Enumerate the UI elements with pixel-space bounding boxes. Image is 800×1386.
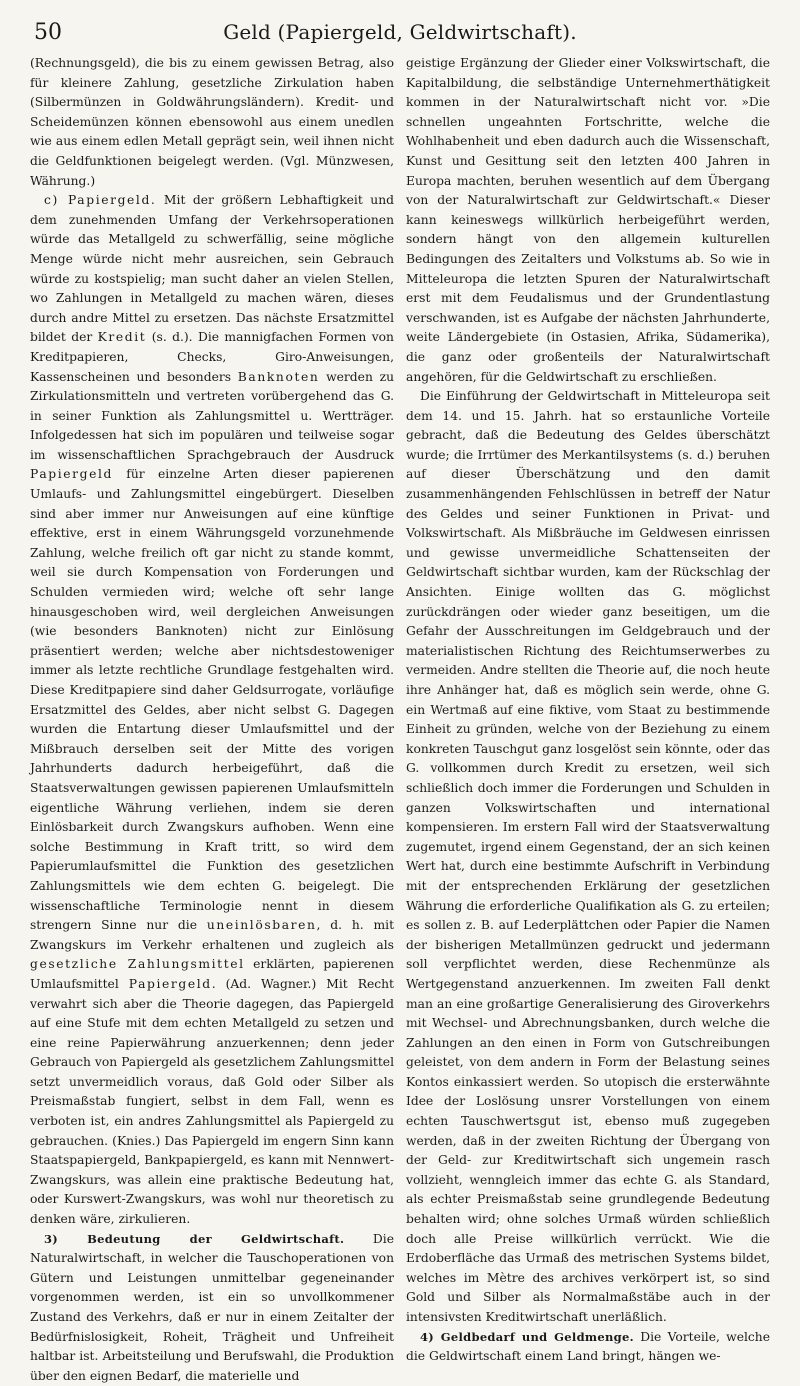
right-column bbox=[406, 54, 771, 1364]
subsection-label: c) Papiergeld. bbox=[44, 193, 157, 208]
emphasis-term: uneinlösbaren bbox=[206, 918, 317, 933]
section-heading: 3) Bedeutung der Geldwirtschaft. bbox=[44, 1231, 345, 1246]
text-run: (s. d.). Die mannigfachen Formen von Kreditpapieren, Checks, Giro-Anweisungen, Kassenscheinen und besonders bbox=[30, 330, 394, 384]
text-run: Die Vorteile, welche die Geldwirtschaft einem Land bringt, hängen we- bbox=[406, 1329, 771, 1364]
text-run: , d. h. mit Zwangskurs im Verkehr erhaltenen und zugleich als bbox=[30, 918, 395, 952]
emphasis-term: gesetzliche Zahlungsmittel bbox=[30, 957, 245, 972]
paragraph: geistige Ergänzung der Glieder einer Volkswirtschaft, die Kapitalbildung, die selbständige Unternehmerthätigkeit kommen in der Naturalwirtschaft nicht vor. »Die schnellen ungeahnten Fortschritte, welche die Wohlhabenheit und eben dadurch auch die Wissenschaft, Kunst und Gesittung seit den letzten 400 Jahren in Europa machten, beruhen wesentlich auf dem Übergang von der Naturalwirtschaft zur Geldwirtschaft.« Dieser kann keineswegs willkürlich herbeigeführt werden, sondern hängt von den allgemein kulturellen Bedingungen des Zeitalters und Volkstums ab. So wie in Mitteleuropa die letzten Spuren der Naturalwirtschaft erst mit dem Feudalismus und der Grundentlastung verschwanden, ist es Aufgabe der nächsten Jahrhunderte, weite Ländergebiete (in Ostasien, Afrika, Südamerika), die ganz oder großenteils der Naturalwirtschaft angehören, für die Geldwirtschaft zu erschließen. bbox=[406, 56, 770, 384]
text-run: Mit der größern Lebhaftigkeit und dem zunehmenden Umfang der Verkehrsoperationen würde das Metallgeld zu schwerfällig, seine mögliche Menge würde nicht mehr ausreichen, sein Gebrauch würde zu kostspielig; man sucht daher an vielen Stellen, wo Zahlungen in Metallgeld zu machen wären, dieses durch andre Mittel zu ersetzen. Das nächste Ersatzmittel bildet der bbox=[30, 193, 394, 345]
emphasis-term: Banknoten bbox=[237, 369, 320, 384]
text-columns bbox=[30, 54, 771, 1383]
paragraph-papiergeld bbox=[30, 191, 394, 1229]
text-run: Die Naturalwirtschaft, in welcher die Tauschoperationen von Gütern und Leistungen unmittelbar gegeneinander vorgenommen werden, ist ein so unvollkommener Zustand des Verkehrs, daß er nur in einem Zeitalter der Bedürfnislosigkeit, Roheit, Trägheit und Unfreiheit haltbar ist. Arbeitsteilung und Berufswahl, die Produktion über den eignen Bedarf, die materielle und bbox=[30, 1231, 394, 1383]
text-run: werden zu Zirkulationsmitteln und vertreten vorübergehend das G. in seiner Funktion als Zahlungsmittel u. Wertträger. Infolgedessen hat sich im populären und teilweise sogar im wissenschaftlichen Sprachgebrauch der Ausdruck bbox=[30, 369, 395, 462]
text-run: für einzelne Arten dieser papierenen Umlaufs- und Zahlungsmittel eingebürgert. Dieselben sind aber immer nur Anweisungen auf eine künftige effektive, erst in einem Währungsgeld vorzunehmende Zahlung, welche freilich oft gar nicht zu stande kommt, weil sie durch Kompensation von Forderungen und Schulden vermieden wird; welche oft sehr lange hinausgeschoben wird, weil dergleichen Anweisungen (wie besonders Banknoten) nicht zur Einlösung präsentiert werden; welche aber nichtsdestoweniger immer als letzte rechtliche Grundlage festgehalten wird. Diese Kreditpapiere sind daher Geldsurrogate, vorläufige Ersatzmittel des Geldes, aber nicht selbst G. Dagegen wurden die Entartung dieser Umlaufsmittel und der Mißbrauch derselben seit der Mitte des vorigen Jahrhunderts dadurch herbeigeführt, daß die Staatsverwaltungen gewissen papierenen Umlaufsmitteln eigentliche Währung verliehen, indem sie deren Einlösbarkeit durch Zwangskurs aufhoben. Wenn eine solche Bestimmung in Kraft tritt, so wird dem Papierumlaufsmittel die Funktion des gesetzlichen Zahlungsmittels wie dem echten G. beigelegt. Die wissenschaftliche Terminologie nennt in diesem strengern Sinne nur die bbox=[30, 467, 394, 933]
section-heading: 4) Geldbedarf und Geldmenge. bbox=[420, 1329, 634, 1344]
text-run: . (Ad. Wagner.) Mit Recht verwahrt sich aber die Theorie dagegen, das Papiergeld auf eine Stufe mit dem echten Metallgeld zu setzen und eine reine Papierwährung anzuerkennen; denn jeder Gebrauch von Papiergeld als gesetzlichem Zahlungsmittel setzt unvermeidlich voraus, daß Gold oder Silber als Preismaßstab fungiert, selbst in dem Fall, wenn es verboten ist, ein andres Zahlungsmittel als Papiergeld zu gebrauchen. (Knies.) Das Papiergeld im engern Sinn kann Staatspapiergeld, Bankpapiergeld, es kann mit Nennwert-Zwangskurs, was allein eine praktische Bedeutung hat, oder Kurswert-Zwangskurs, was wohl nur theoretisch zu denken wäre, zirkulieren. bbox=[30, 976, 395, 1227]
emphasis-term: Papiergeld bbox=[128, 976, 212, 991]
text-run: erklärten, papierenen Umlaufsmittel bbox=[30, 957, 394, 991]
emphasis-term: Kredit bbox=[97, 330, 147, 345]
paragraph: (Rechnungsgeld), die bis zu einem gewissen Betrag, also für kleinere Zahlung, gesetzliche Zirkulation haben (Silbermünzen in Goldwährungsländern). Kredit- und Scheidemünzen können ebensowohl aus einem unedlen wie aus einem edlen Metall geprägt sein, weil ihnen nicht die Geldfunktionen beigelegt werden. (Vgl. Münzwesen, Währung.) bbox=[30, 56, 394, 188]
section-3 bbox=[30, 1230, 394, 1386]
section-4 bbox=[406, 1328, 770, 1367]
paragraph: Die Einführung der Geldwirtschaft in Mitteleuropa seit dem 14. und 15. Jahrh. hat so erstaunliche Vorteile gebracht, daß die Bedeutung des Geldes überschätzt wurde; die Irrtümer des Merkantilsystems (s. d.) beruhen auf dieser Überschätzung und den damit zusammenhängenden Fehlschlüssen in betreff der Natur des Geldes und seiner Funktionen in Privat- und Volkswirtschaft. Als Mißbräuche im Geldwesen einrissen und gewisse unvermeidliche Schattenseiten der Geldwirtschaft sichtbar wurden, kam der Rückschlag der Ansichten. Einige wollten das G. möglichst zurückdrängen oder wieder ganz beseitigen, um die Gefahr der Ausschreitungen im Geldgebrauch und der materialistischen Richtung des Reichtumserwerbes zu vermeiden. Andre stellten die Theorie auf, die noch heute ihre Anhänger hat, daß es möglich sein werde, ohne G. ein Wertmaß auf eine fiktive, vom Staat zu bestimmende Einheit zu gründen, welche von der Beziehung zu einem konkreten Tauschgut ganz losgelöst sein könnte, oder das G. vollkommen durch Kredit zu ersetzen, weil sich schließlich doch immer die Forderungen und Schulden in ganzen Volkswirtschaften und international kompensieren. Im erstern Fall wird der Staatsverwaltung zugemutet, irgend einem Gegenstand, der an sich keinen Wert hat, durch eine bestimmte Aufschrift in Verbindung mit der entsprechenden Erklärung der gesetzlichen Währung die erforderliche Qualifikation als G. zu erteilen; es sollen z. B. auf Lederplättchen oder Papier die Namen der bisherigen Metallmünzen gedruckt und jedermann soll verpflichtet werden, diese Rechenmünze als Wertgegenstand anzuerkennen. Im zweiten Fall denkt man an eine großartige Generalisierung des Giroverkehrs mit Wechsel- und Abrechnungsbanken, durch welche die Zahlungen an den einen in Form von Gutschreibungen geleistet, von dem andern in Form der Belastung seines Kontos einkassiert werden. So utopisch die ersterwähnte Idee der Loslösung unsrer Vorstellungen von einem echten Tauschwertsgut ist, ebenso muß zugegeben werden, daß in der zweiten Richtung der Übergang von der Geld- zur Kreditwirtschaft sich ungemein rasch vollzieht, wenngleich immer das echte G. als Standard, als echter Preismaßstab seine grundlegende Bedeutung behalten wird; ohne solches Urmaß würden schließlich doch alle Preise willkürlich verrückt. Wie die Erdoberfläche das Urmaß des metrischen Systems bildet, welches im Mètre des archives verkörpert ist, so sind Gold und Silber als Normalmaßstäbe auch in der intensivsten Kreditwirtschaft unerläßlich. bbox=[406, 389, 770, 1324]
emphasis-term: Papiergeld bbox=[30, 467, 113, 482]
running-head: Geld (Papiergeld, Geldwirtschaft). bbox=[223, 20, 577, 44]
page-header bbox=[30, 14, 770, 54]
left-column bbox=[30, 54, 395, 1383]
page-number: 50 bbox=[34, 20, 62, 45]
